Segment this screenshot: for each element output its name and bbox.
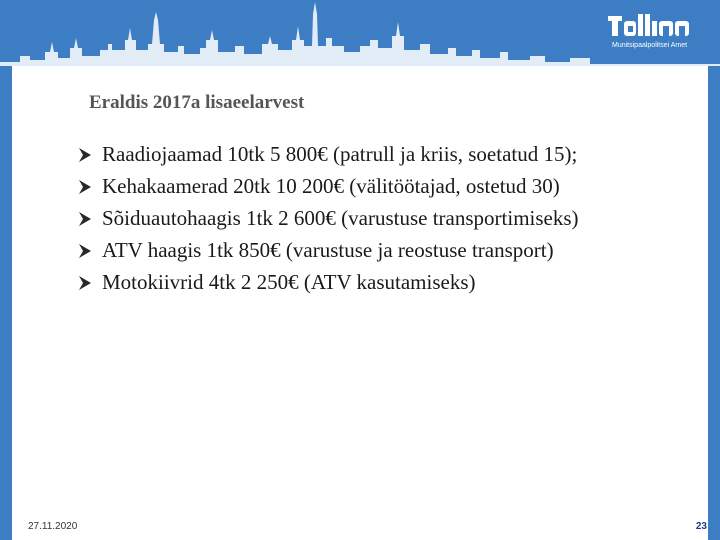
arrowhead-bullet-icon — [78, 211, 92, 227]
right-border — [708, 66, 720, 540]
list-item — [78, 239, 638, 262]
page-number: 23 — [695, 521, 707, 532]
logo-subtitle: Munitsipaalpolitsei Amet — [612, 42, 688, 49]
left-border — [0, 66, 12, 540]
tallinn-logo — [606, 14, 706, 54]
list-item — [78, 175, 638, 198]
arrowhead-bullet-icon — [78, 147, 92, 163]
list-item-text: Sõiduautohaagis 1tk 2 600€ (varustuse transportimiseks) — [102, 206, 579, 230]
slide-title: Eraldis 2017a lisaeelarvest — [89, 92, 305, 113]
list-item-text: Kehakaamerad 20tk 10 200€ (välitöötajad, ostetud 30) — [102, 174, 560, 198]
list-item — [78, 271, 638, 294]
bullet-list — [78, 143, 638, 303]
tallinn-logo-icon — [608, 14, 704, 38]
footer-date: 27.11.2020 — [28, 521, 78, 532]
arrowhead-bullet-icon — [78, 179, 92, 195]
list-item-text: Raadiojaamad 10tk 5 800€ (patrull ja kriis, soetatud 15); — [102, 142, 578, 166]
list-item — [78, 143, 638, 166]
list-item-text: Motokiivrid 4tk 2 250€ (ATV kasutamiseks) — [102, 270, 476, 294]
list-item — [78, 207, 638, 230]
arrowhead-bullet-icon — [78, 275, 92, 291]
list-item-text: ATV haagis 1tk 850€ (varustuse ja reostuse transport) — [102, 238, 554, 262]
arrowhead-bullet-icon — [78, 243, 92, 259]
